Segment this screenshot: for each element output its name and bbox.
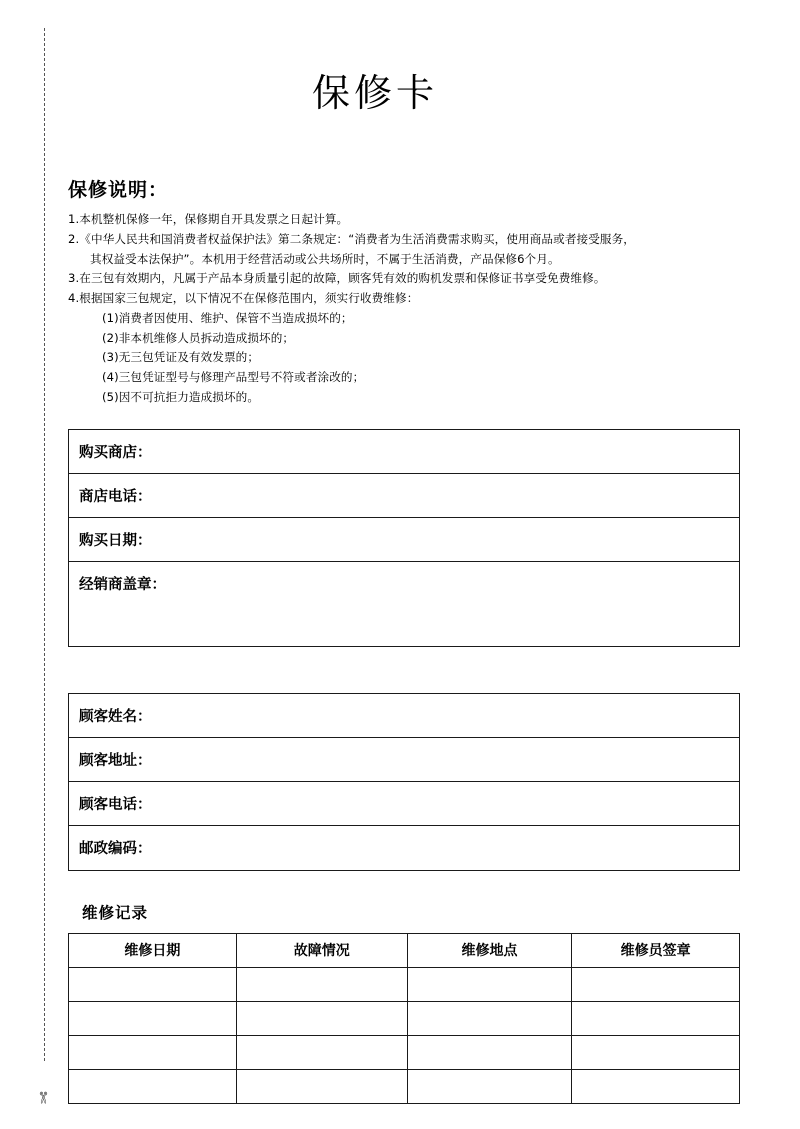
table-row[interactable] [69,967,740,1001]
table-row[interactable] [69,1001,740,1035]
block-divider [68,647,740,671]
field-label: 商店电话： [79,488,152,505]
term-item: 1.本机整机保修一年，保修期自开具发票之日起计算。 [68,212,349,226]
term-item: (2)非本机维修人员拆动造成损坏的； [102,330,295,345]
field-purchase-store[interactable] [69,430,739,474]
store-info-block [68,429,740,647]
cell-repair-location[interactable] [407,967,571,1001]
field-customer-address[interactable] [69,738,739,782]
field-customer-name[interactable] [69,694,739,738]
field-label: 邮政编码： [79,841,152,858]
field-label: 购买商店： [79,444,152,461]
term-item: 4.根据国家三包规定，以下情况不在保修范围内，须实行收费维修： [68,291,419,306]
field-customer-phone[interactable] [69,782,739,826]
table-row[interactable] [69,1069,740,1103]
term-item: 3.在三包有效期内，凡属于产品本身质量引起的故障，顾客凭有效的购机发票和保修证书享受免费维修。 [68,271,606,286]
field-label: 购买日期： [79,532,152,549]
cell-fault-description[interactable] [236,1001,407,1035]
page-title: 保修卡 [311,71,438,115]
instructions-heading: 保修说明： [68,179,169,201]
table-row[interactable] [69,1035,740,1069]
term-item: (1)消费者因使用、维护、保管不当造成损坏的； [102,310,353,325]
warranty-card-page [68,0,740,1129]
field-postal-code[interactable] [69,826,739,870]
column-header-fault-description: 故障情况 [236,933,407,967]
field-label: 顾客电话： [79,796,152,813]
cell-repair-date[interactable] [69,1001,237,1035]
scissors-icon: ✄ [33,1091,52,1104]
field-label: 顾客姓名： [79,708,152,725]
column-header-repair-location: 维修地点 [407,933,571,967]
cell-fault-description[interactable] [236,1035,407,1069]
cell-technician-signature[interactable] [572,967,740,1001]
cell-repair-location[interactable] [407,1001,571,1035]
cell-technician-signature[interactable] [572,1035,740,1069]
records-heading: 维修记录 [82,903,149,922]
repair-records-table [68,933,740,1104]
fold-dashed-line [44,28,45,1061]
cell-technician-signature[interactable] [572,1001,740,1035]
cell-technician-signature[interactable] [572,1069,740,1103]
column-header-repair-date: 维修日期 [69,933,237,967]
cell-fault-description[interactable] [236,1069,407,1103]
table-header-row [69,933,740,967]
column-header-technician-signature: 维修员签章 [572,933,740,967]
field-label: 经销商盖章： [79,576,166,593]
term-item: 其权益受本法保护”。本机用于经营活动或公共场所时，不属于生活消费，产品保修6个月。 [90,251,560,266]
cell-repair-location[interactable] [407,1069,571,1103]
cell-repair-location[interactable] [407,1035,571,1069]
cell-fault-description[interactable] [236,967,407,1001]
term-item: (5)因不可抗拒力造成损坏的。 [102,390,260,405]
field-label: 顾客地址： [79,752,152,769]
field-dealer-stamp[interactable] [69,562,739,646]
term-item: (4)三包凭证型号与修理产品型号不符或者涂改的； [102,370,365,385]
cell-repair-date[interactable] [69,1035,237,1069]
term-item: (3)无三包凭证及有效发票的； [102,350,260,365]
customer-info-block [68,693,740,871]
cell-repair-date[interactable] [69,1069,237,1103]
cell-repair-date[interactable] [69,967,237,1001]
field-store-phone[interactable] [69,474,739,518]
term-item: 2.《中华人民共和国消费者权益保护法》第二条规定：“消费者为生活消费需求购买，使用商品或者接受服务， [68,231,635,246]
field-purchase-date[interactable] [69,518,739,562]
warranty-terms-list [68,210,740,407]
